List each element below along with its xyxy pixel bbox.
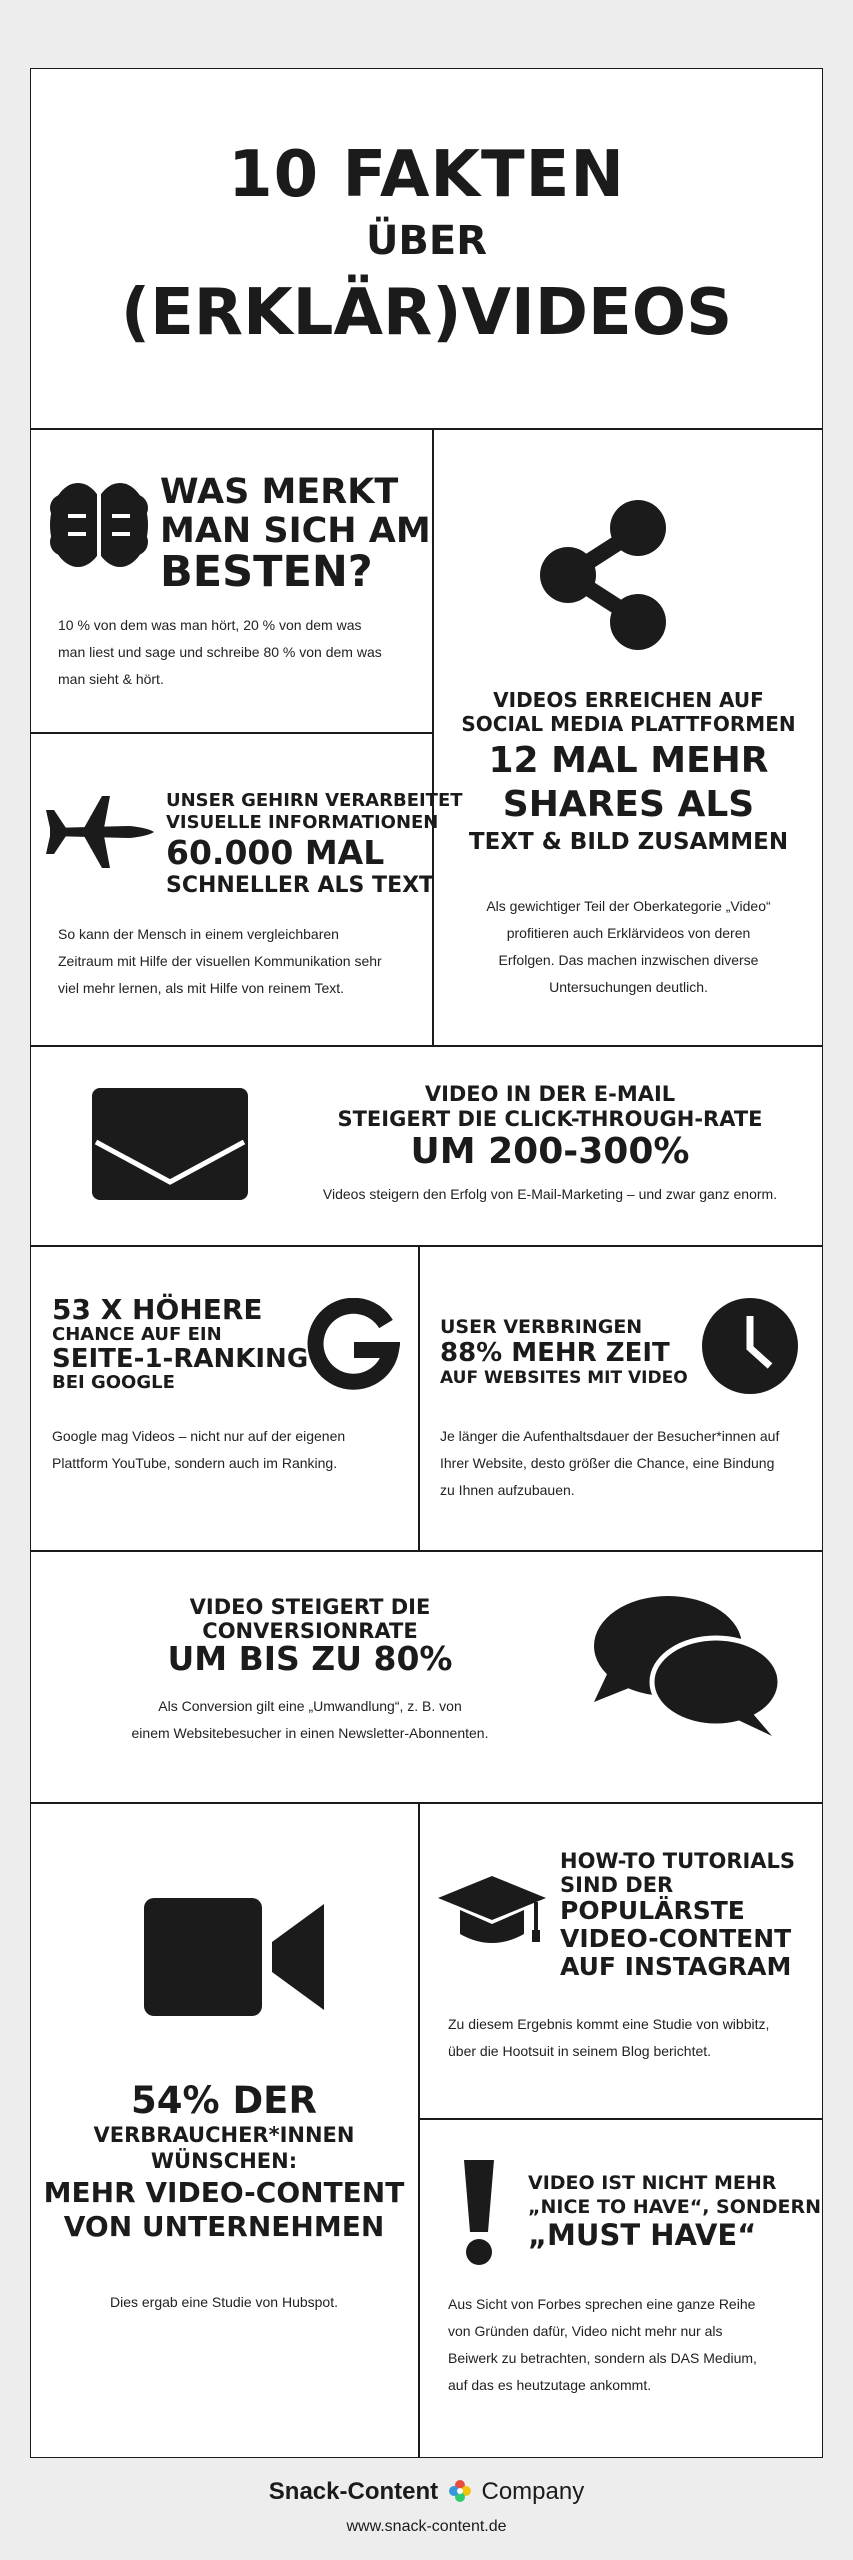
musthave-line-3: „MUST HAVE“ [528,2218,757,2252]
tutorials-text-1: Zu diesem Ergebnis kommt eine Studie von wibbitz, [448,2016,770,2032]
clock-icon [700,1296,800,1396]
conversion-line-3: UM BIS ZU 80% [167,1639,453,1678]
speed-text-2: Zeitraum mit Hilfe der visuellen Kommunikation sehr [58,953,382,969]
speed-line-4: SCHNELLER ALS TEXT [166,873,435,898]
social-text-2: profitieren auch Erklärvideos von deren [506,925,751,941]
memory-text-3: man sieht & hört. [58,671,164,687]
tutorials-line-1: HOW-TO TUTORIALS [560,1849,796,1873]
musthave-text-3: Beiwerk zu betrachten, sondern als DAS Medium, [448,2350,757,2366]
footer-brand [0,2480,853,2504]
title-line-1: 10 FAKTEN [228,138,625,212]
conversion-line-1: VIDEO STEIGERT DIE [189,1595,431,1619]
divider [30,1045,823,1047]
consumers-line-3: WÜNSCHEN: [150,2149,298,2173]
email-line-1: VIDEO IN DER E-MAIL [424,1082,676,1106]
memory-heading-1: WAS MERKT [160,472,399,512]
musthave-text-2: von Gründen dafür, Video nicht mehr nur als [448,2323,723,2339]
time-line-1: USER VERBRINGEN [440,1316,643,1338]
musthave-text-1: Aus Sicht von Forbes sprechen eine ganze Reihe [448,2296,756,2312]
speed-line-2: VISUELLE INFORMATIONEN [166,812,439,833]
video-camera-icon [144,1898,324,2016]
divider [30,1245,823,1247]
google-line-2: CHANCE AUF EIN [52,1324,222,1345]
divider [30,428,823,430]
footer-url[interactable]: www.snack-content.de [346,2518,507,2535]
brand-light: Company [481,2478,585,2505]
musthave-line-1: VIDEO IST NICHT MEHR [528,2172,777,2194]
time-line-3: AUF WEBSITES MIT VIDEO [440,1368,688,1388]
tutorials-text-2: über die Hootsuit in seinem Blog berichtet. [448,2043,712,2059]
memory-text-1: 10 % von dem was man hört, 20 % von dem was [58,617,362,633]
memory-heading-2: MAN SICH AM [160,511,431,551]
musthave-line-2: „NICE TO HAVE“, SONDERN [528,2196,822,2218]
email-line-2: STEIGERT DIE CLICK-THROUGH-RATE [337,1107,763,1131]
social-text-3: Erfolgen. Das machen inzwischen diverse [498,952,759,968]
speed-text-1: So kann der Mensch in einem vergleichbaren [58,926,339,942]
tutorials-line-2: SIND DER [560,1873,674,1897]
google-line-4: BEI GOOGLE [52,1372,175,1393]
time-line-2: 88% MEHR ZEIT [440,1338,670,1368]
time-text-2: Ihrer Website, desto größer die Chance, eine Bindung [440,1455,775,1471]
consumers-line-1: 54% DER [131,2079,317,2122]
social-line-1: VIDEOS ERREICHEN AUF [493,688,764,712]
email-text: Videos steigern den Erfolg von E-Mail-Marketing – und zwar ganz enorm. [322,1186,778,1202]
envelope-icon [92,1088,248,1200]
social-line-3: 12 MAL MEHR [488,740,769,781]
tutorials-line-5: AUF INSTAGRAM [560,1952,792,1981]
social-text-4: Untersuchungen deutlich. [549,979,708,995]
exclamation-icon [462,2160,496,2266]
conversion-text-1: Als Conversion gilt eine „Umwandlung“, z. B. von [158,1698,462,1714]
brand-bold: Snack-Content [268,2478,439,2505]
memory-heading-3: BESTEN? [160,547,373,597]
google-g-icon [306,1298,400,1392]
tutorials-line-3: POPULÄRSTE [560,1896,745,1925]
divider [30,1550,823,1552]
consumers-line-5: VON UNTERNEHMEN [63,2210,385,2243]
conversion-line-2: CONVERSIONRATE [202,1619,418,1643]
memory-text-2: man liest und sage und schreibe 80 % von dem was [58,644,382,660]
title-line-3: (ERKLÄR)VIDEOS [120,276,733,350]
conversion-text-2: einem Websitebesucher in einen Newsletter-Abonnenten. [131,1725,489,1741]
email-line-3: UM 200-300% [410,1131,690,1172]
brain-icon [48,480,150,570]
google-line-1: 53 X HÖHERE [52,1293,263,1326]
consumers-line-2: VERBRAUCHER*INNEN [93,2123,355,2147]
graduation-cap-icon [436,1872,548,1952]
divider [30,1802,823,1804]
color-wheel-logo-icon [449,2480,471,2502]
divider [30,732,433,734]
speed-text-3: viel mehr lernen, als mit Hilfe von reinem Text. [58,980,345,996]
chat-bubbles-icon [588,1590,780,1740]
speed-line-1: UNSER GEHIRN VERARBEITET [166,790,463,811]
social-text-1: Als gewichtiger Teil der Oberkategorie „Video“ [486,898,771,914]
google-text-1: Google mag Videos – nicht nur auf der eigenen [52,1428,346,1444]
social-line-2: SOCIAL MEDIA PLATTFORMEN [461,712,796,736]
time-text-1: Je länger die Aufenthaltsdauer der Besucher*innen auf [440,1428,780,1444]
divider [418,2118,823,2120]
consumers-text: Dies ergab eine Studie von Hubspot. [109,2294,339,2310]
time-text-3: zu Ihnen aufzubauen. [440,1482,575,1498]
tutorials-line-4: VIDEO-CONTENT [560,1924,792,1953]
share-icon [538,500,668,650]
google-line-3: SEITE-1-RANKING [52,1344,309,1374]
social-line-4: SHARES ALS [502,784,755,825]
title-line-2: ÜBER [365,218,488,264]
consumers-line-4: MEHR VIDEO-CONTENT [43,2176,405,2209]
divider [418,1245,420,1550]
jet-icon [44,792,156,872]
divider [418,1802,420,2458]
musthave-text-4: auf das es heutzutage ankommt. [448,2377,652,2393]
social-line-5: TEXT & BILD ZUSAMMEN [468,829,789,855]
google-text-2: Plattform YouTube, sondern auch im Ranking. [52,1455,338,1471]
speed-line-3: 60.000 MAL [166,833,385,872]
